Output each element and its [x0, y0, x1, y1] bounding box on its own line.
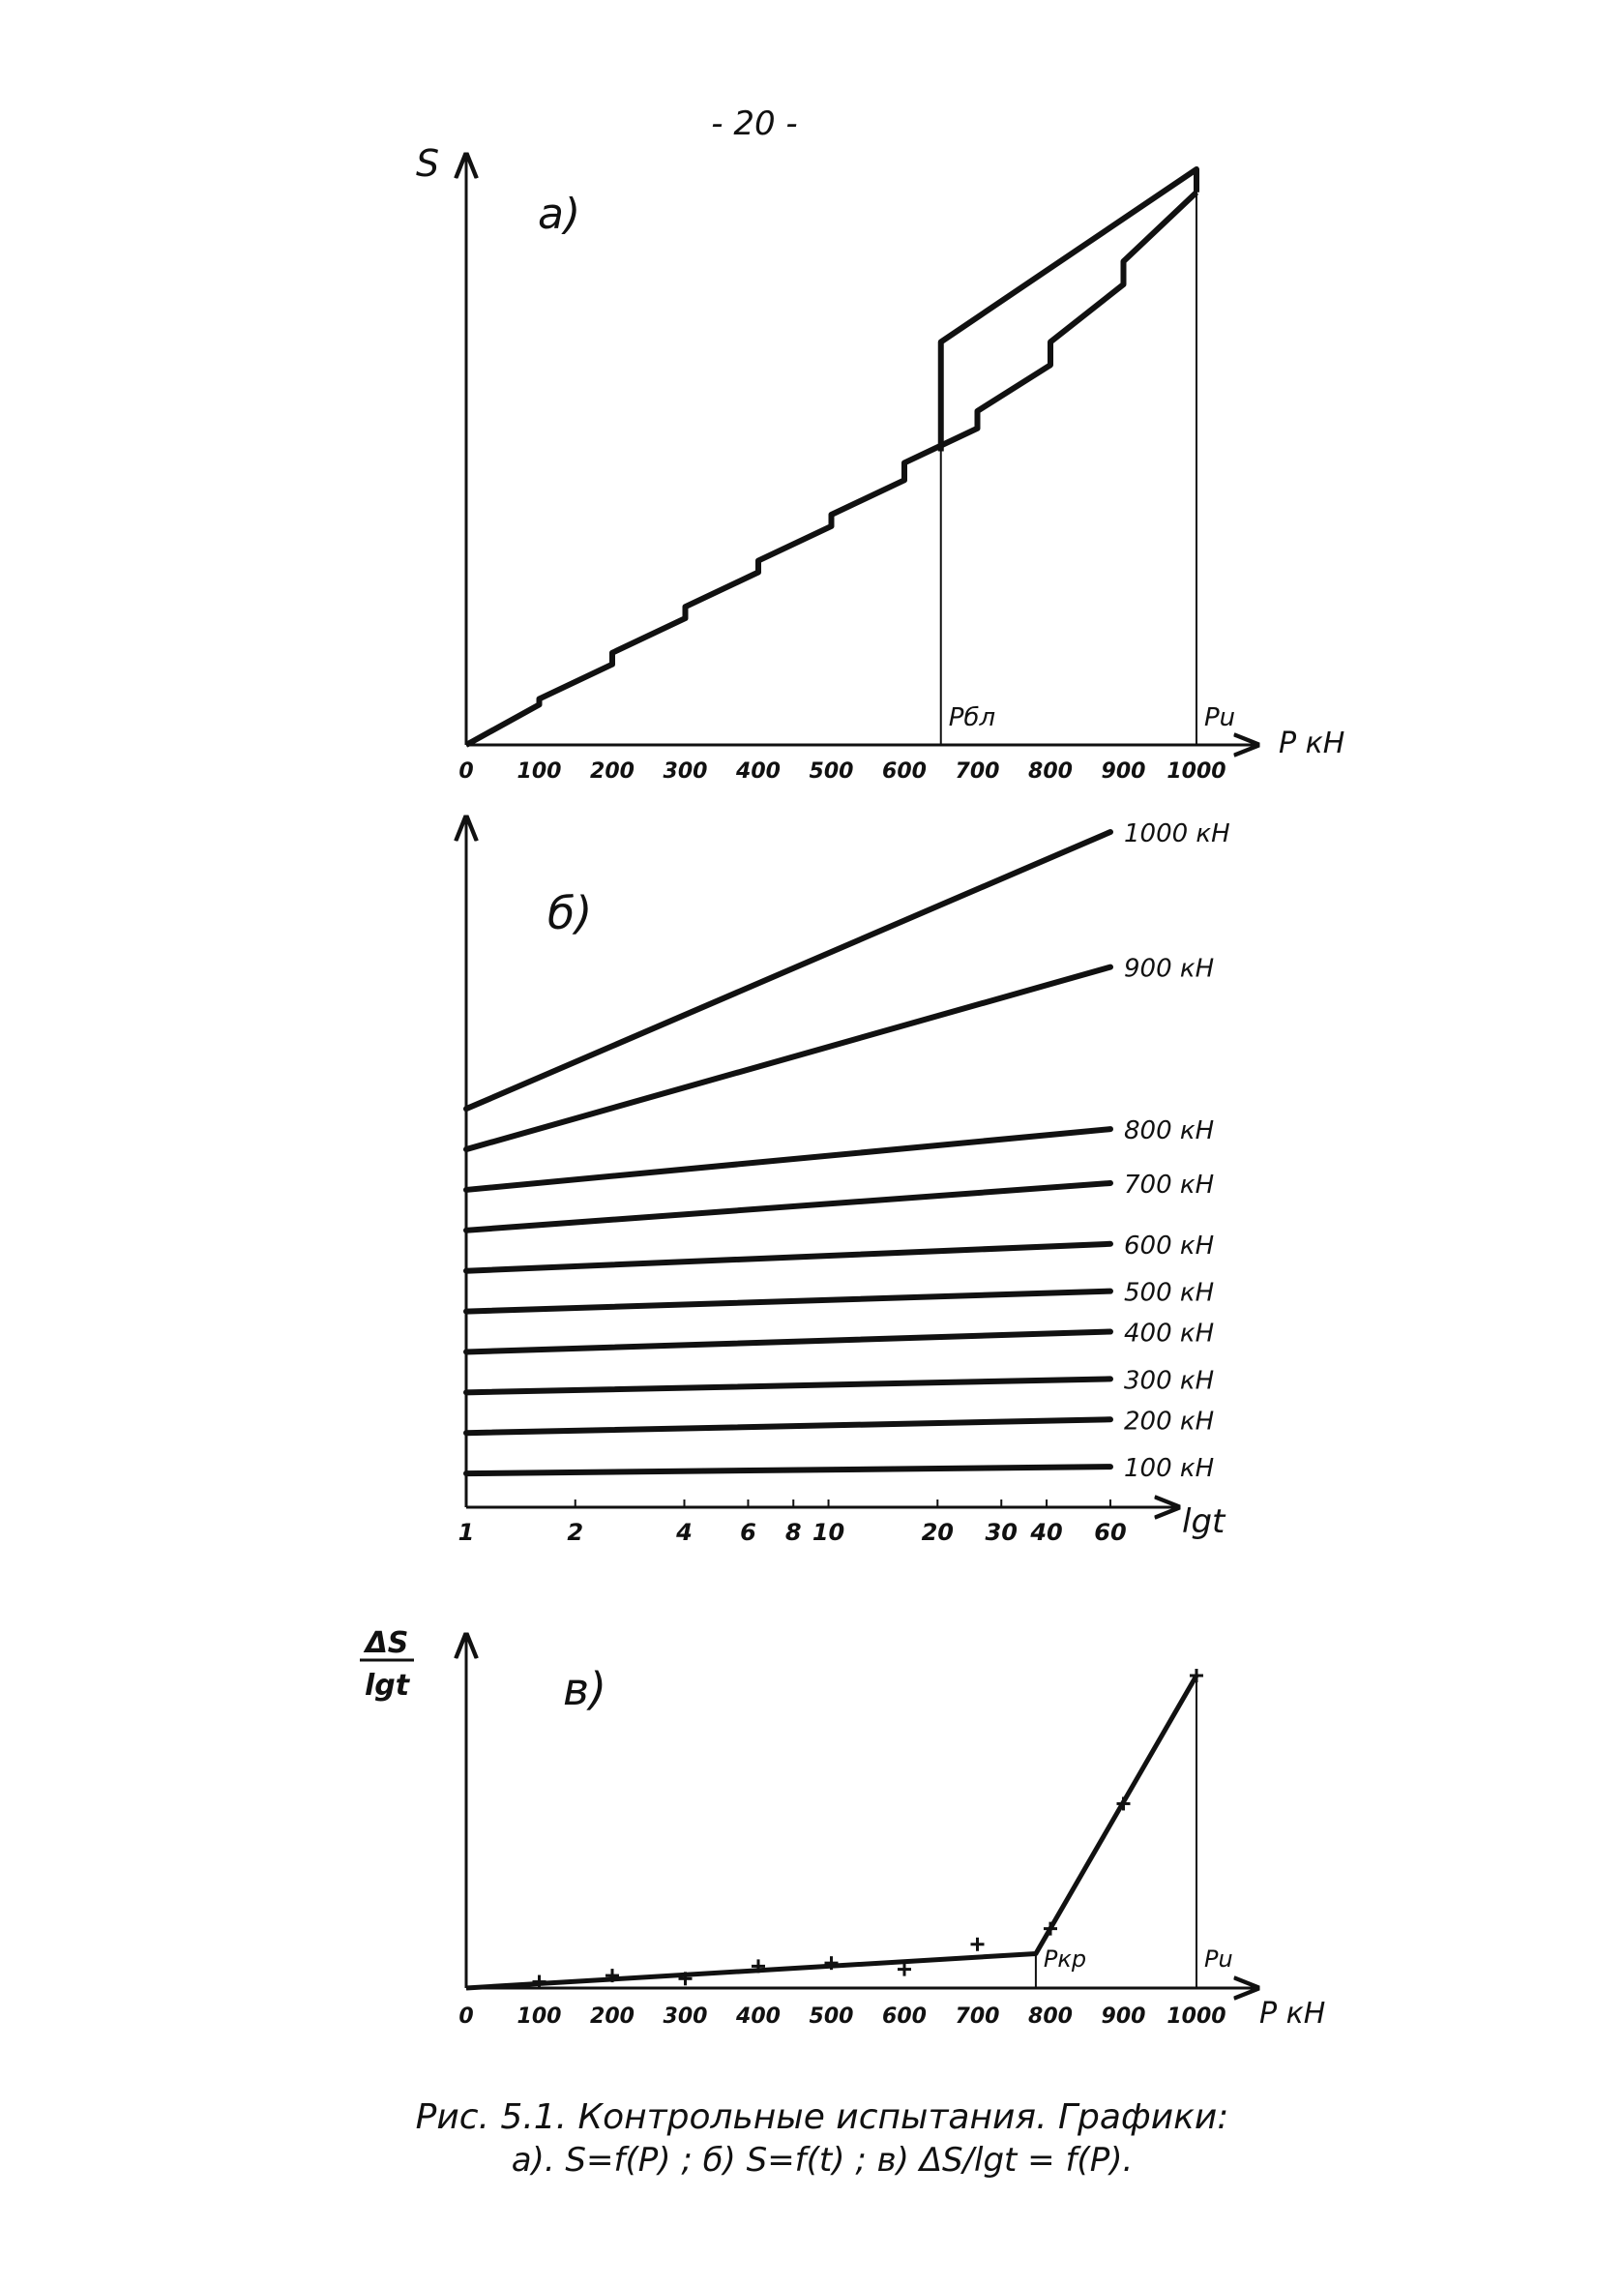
series-line-7 — [466, 1183, 1110, 1231]
series-line-1 — [466, 1467, 1110, 1473]
panel-label: б) — [547, 887, 593, 939]
series-label: 900 кН — [1124, 954, 1215, 984]
x-tick-label: 400 — [736, 759, 781, 784]
chart-a — [416, 142, 1344, 784]
series-line-6 — [466, 1244, 1110, 1271]
series-label: 300 кН — [1124, 1366, 1215, 1396]
data-point — [533, 1975, 546, 1989]
x-tick-label: 800 — [1028, 2004, 1073, 2029]
series-line-5 — [466, 1291, 1110, 1312]
data-point — [898, 1963, 911, 1976]
x-tick-label: 30 — [985, 1519, 1018, 1546]
series-label: 600 кН — [1124, 1231, 1215, 1261]
series-label: 100 кН — [1124, 1454, 1215, 1484]
x-tick-label: 0 — [458, 2004, 474, 2029]
x-tick-label: 800 — [1028, 759, 1073, 784]
x-tick-label: 200 — [590, 759, 635, 784]
x-axis-label: P кН — [1259, 1997, 1326, 2031]
x-tick-label: 600 — [882, 759, 927, 784]
annotation-label: Pбл — [948, 703, 996, 732]
series-line-8 — [466, 1129, 1110, 1190]
series-label: 800 кН — [1124, 1116, 1215, 1146]
x-tick-label: 600 — [882, 2004, 927, 2029]
x-tick-label: 500 — [809, 2004, 854, 2029]
series-label: 1000 кН — [1124, 819, 1230, 848]
x-tick-label: 900 — [1101, 759, 1146, 784]
x-tick-label: 20 — [921, 1519, 954, 1546]
series-line-4 — [466, 1332, 1110, 1352]
caption-line-2: а). S=f(P) ; б) S=f(t) ; в) ΔS/lgt = f(P). — [511, 2141, 1134, 2180]
x-axis-label: lgt — [1182, 1502, 1225, 1541]
chart-c — [360, 1626, 1325, 2031]
x-tick-label: 40 — [1030, 1519, 1063, 1546]
x-tick-label: 300 — [663, 2004, 708, 2029]
x-tick-label: 10 — [812, 1519, 845, 1546]
x-tick-label: 0 — [458, 759, 474, 784]
x-tick-label: 200 — [590, 2004, 635, 2029]
x-tick-label: 100 — [517, 2004, 562, 2029]
x-tick-label: 1 — [458, 1519, 475, 1546]
x-tick-label: 1000 — [1166, 2004, 1226, 2029]
series-line-9 — [466, 967, 1110, 1149]
x-tick-label: 4 — [676, 1519, 693, 1546]
series-label: 400 кН — [1124, 1319, 1215, 1349]
data-point — [971, 1938, 985, 1951]
series-label: 200 кН — [1124, 1407, 1215, 1437]
series-line-1 — [466, 193, 1196, 745]
annotation-label: Pкр — [1043, 1945, 1087, 1973]
x-tick-label: 700 — [955, 2004, 1000, 2029]
y-axis-label: S — [416, 142, 440, 185]
x-tick-label: 300 — [663, 759, 708, 784]
chart-b — [458, 817, 1230, 1546]
x-tick-label: 6 — [740, 1519, 756, 1546]
trend-line — [466, 1676, 1196, 1988]
panel-label: в) — [563, 1663, 607, 1715]
y-axis-label-denominator: lgt — [364, 1669, 410, 1703]
page-number: - 20 - — [711, 104, 798, 143]
y-axis-label-numerator: ΔS — [365, 1626, 409, 1660]
x-axis-label: P кН — [1279, 727, 1345, 760]
panel-label: а) — [538, 190, 581, 239]
series-label: 700 кН — [1124, 1170, 1215, 1200]
series-line-3 — [466, 1379, 1110, 1392]
annotation-label: Pu — [1204, 703, 1236, 732]
series-line-10 — [466, 832, 1110, 1109]
figure-caption — [290, 2097, 1354, 2180]
x-tick-label: 100 — [517, 759, 562, 784]
series-label: 500 кН — [1124, 1278, 1215, 1308]
x-tick-label: 1000 — [1166, 759, 1226, 784]
x-tick-label: 700 — [955, 759, 1000, 784]
x-tick-label: 500 — [809, 759, 854, 784]
x-tick-label: 900 — [1101, 2004, 1146, 2029]
x-tick-label: 8 — [784, 1519, 802, 1546]
annotation-label: Pu — [1204, 1945, 1233, 1973]
x-tick-label: 60 — [1094, 1519, 1127, 1546]
series-line-2 — [466, 1419, 1110, 1433]
x-tick-label: 2 — [567, 1519, 584, 1546]
caption-line-1: Рис. 5.1. Контрольные испытания. Графики: — [415, 2097, 1229, 2137]
x-tick-label: 400 — [736, 2004, 781, 2029]
